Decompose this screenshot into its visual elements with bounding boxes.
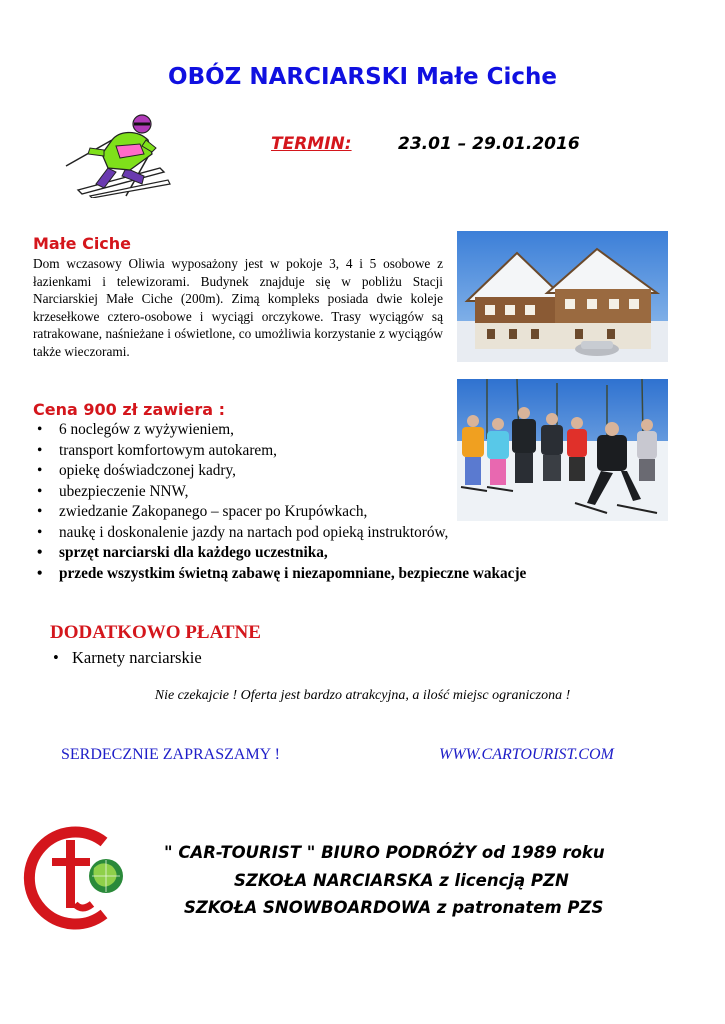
list-item: • Karnety narciarskie xyxy=(50,647,202,669)
list-item: • sprzęt narciarski dla każdego uczestnika, xyxy=(33,543,673,564)
list-item: • transport komfortowym autokarem, xyxy=(33,441,673,462)
termin-label: TERMIN: xyxy=(271,134,352,154)
price-includes-list xyxy=(33,420,673,584)
company-line-3: SZKOŁA SNOWBOARDOWA z patronatem PZS xyxy=(184,898,604,917)
company-line-2: SZKOŁA NARCIARSKA z licencją PZN xyxy=(234,871,569,890)
termin-dates: 23.01 – 29.01.2016 xyxy=(398,134,580,154)
list-item: • zwiedzanie Zakopanego – spacer po Krupówkach, xyxy=(33,502,673,523)
price-heading: Cena 900 zł zawiera : xyxy=(33,400,226,419)
chalet-photo xyxy=(457,231,668,362)
list-item: • naukę i doskonalenie jazdy na nartach pod opieką instruktorów, xyxy=(33,523,673,544)
list-item: • 6 noclegów z wyżywieniem, xyxy=(33,420,673,441)
list-item: • przede wszystkim świetną zabawę i niezapomniane, bezpieczne wakacje xyxy=(33,564,673,585)
offer-note: Nie czekajcie ! Oferta jest bardzo atrakcyjna, a ilość miejsc ograniczona ! xyxy=(154,688,571,703)
list-item: • ubezpieczenie NNW, xyxy=(33,482,673,503)
accommodation-description: Dom wczasowy Oliwia wyposażony jest w pokoje 3, 4 i 5 osobowe z łazienkami i telewizorami. Budynek znajduje się w pobliżu Stacji Narciarskiej Małe Ciche (200m). Zimą kompleks posiada dwie koleje krzesełkowe cztero-osobowe i wyciągi orczykowe. Trasy wyciągów są ratrakowane, naśnieżane i oświetlone, co umożliwia korzystanie z wyciągów także wieczorami. xyxy=(33,256,443,359)
page-title: OBÓZ NARCIARSKI Małe Ciche xyxy=(168,64,557,90)
list-item: • opiekę doświadczonej kadry, xyxy=(33,461,673,482)
section-heading-male-ciche: Małe Ciche xyxy=(33,234,132,253)
invitation-text: SERDECZNIE ZAPRASZAMY ! xyxy=(61,746,280,763)
skier-clipart-icon xyxy=(60,110,172,198)
ct-globe-logo-icon xyxy=(22,820,130,932)
website-link[interactable]: WWW.CARTOURIST.COM xyxy=(439,746,614,763)
extra-paid-heading: DODATKOWO PŁATNE xyxy=(50,622,261,643)
extra-paid-list xyxy=(50,647,202,669)
company-line-1: " CAR-TOURIST " BIURO PODRÓŻY od 1989 roku xyxy=(164,843,605,862)
